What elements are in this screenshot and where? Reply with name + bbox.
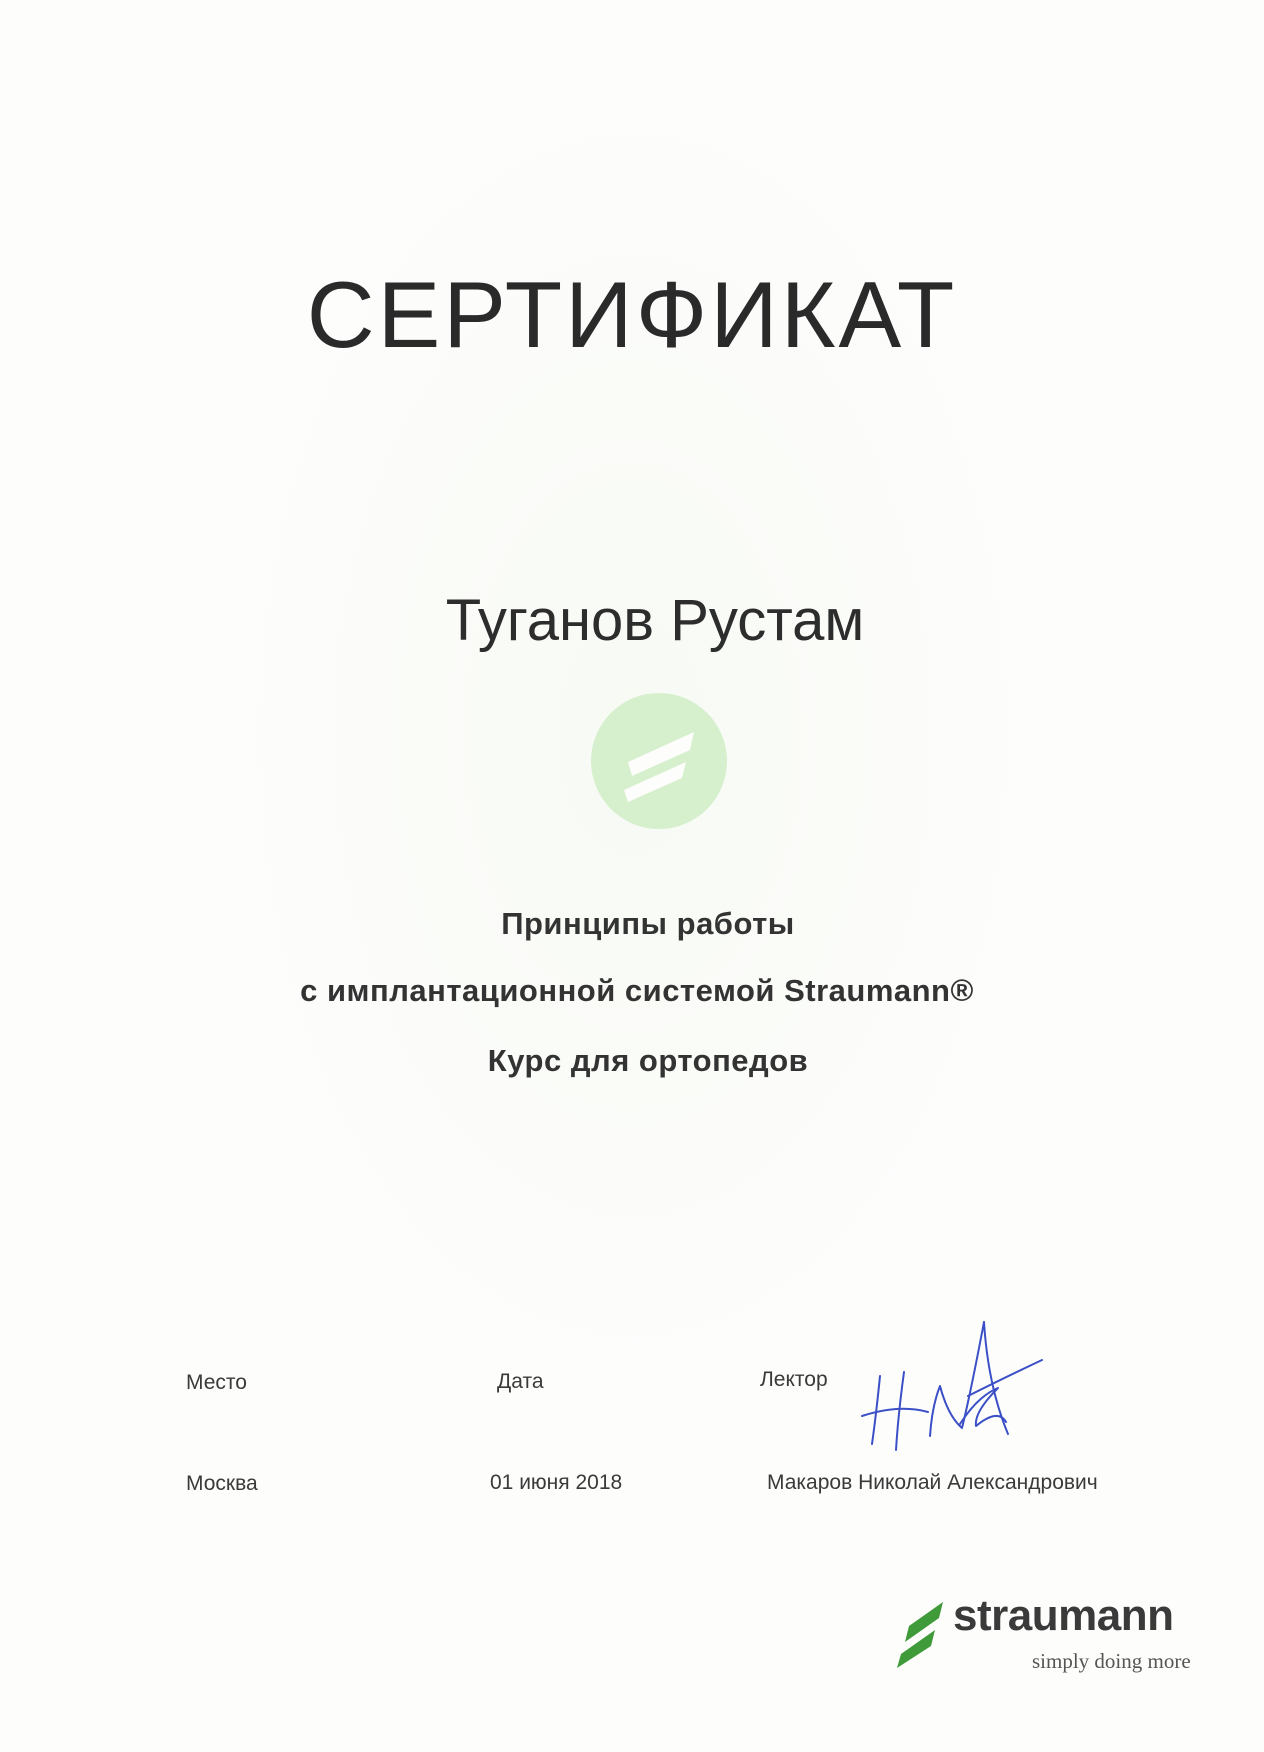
course-title-line-2: с имплантационной системой Straumann® — [300, 973, 974, 1008]
place-value: Москва — [186, 1472, 258, 1495]
lecturer-label: Лектор — [760, 1368, 828, 1391]
straumann-logo-mark-icon — [895, 1596, 945, 1668]
date-value: 01 июня 2018 — [490, 1471, 623, 1494]
recipient-name: Туганов Рустам — [445, 588, 865, 653]
place-label: Место — [186, 1371, 247, 1394]
certificate-title: СЕРТИФИКАТ — [306, 262, 958, 367]
course-title-line-3: Курс для ортопедов — [487, 1043, 809, 1078]
straumann-watermark-icon — [590, 692, 728, 830]
straumann-logo — [895, 1591, 1225, 1676]
date-label: Дата — [497, 1370, 544, 1393]
course-title-line-1: Принципы работы — [501, 906, 795, 941]
brand-tagline: simply doing more — [1032, 1649, 1191, 1673]
lecturer-signature — [858, 1316, 1058, 1456]
brand-wordmark: straumann — [953, 1591, 1174, 1640]
lecturer-name: Макаров Николай Александрович — [767, 1471, 1098, 1494]
